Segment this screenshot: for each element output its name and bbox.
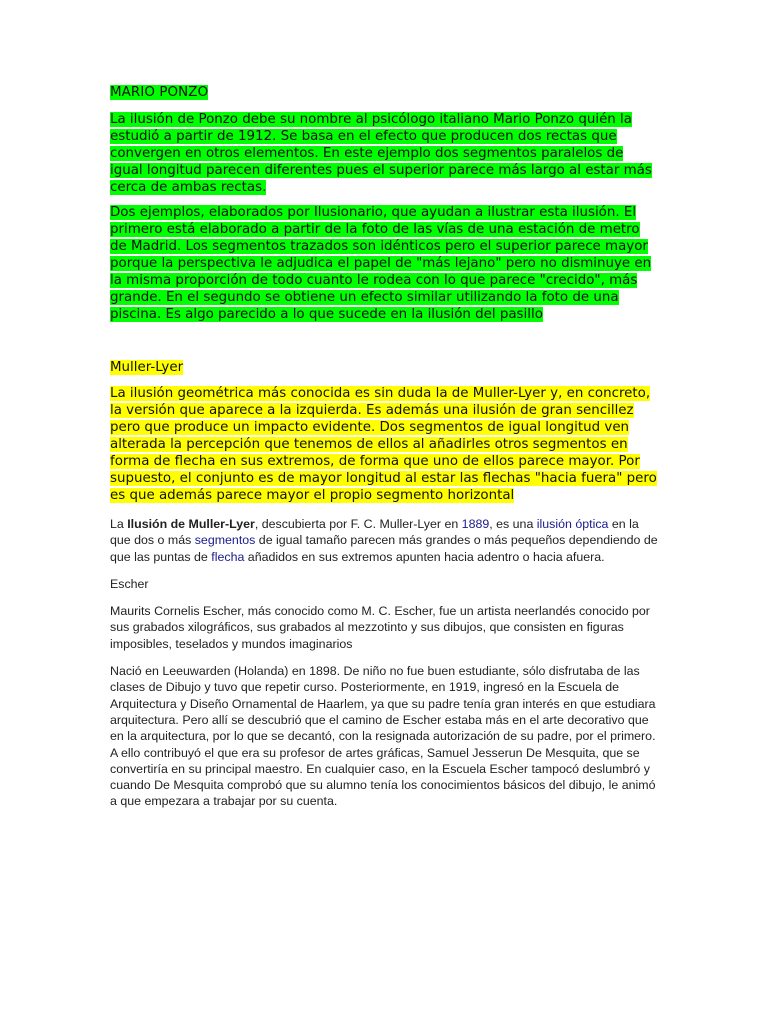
muller-heading bbox=[110, 359, 658, 376]
ponzo-heading-text: MARIO PONZO bbox=[110, 85, 209, 100]
link-flecha[interactable]: flecha bbox=[211, 549, 245, 564]
muller-def-intro: La bbox=[110, 517, 128, 531]
ponzo-paragraph-2 bbox=[110, 204, 658, 323]
muller-def-part1: , descubierta por F. C. Muller-Lyer en bbox=[254, 517, 462, 531]
ponzo-paragraph-1-text: La ilusión de Ponzo debe su nombre al psicólogo italiano Mario Ponzo quién la estudió a partir de 1912. Se basa en el efecto que producen dos rectas que convergen en otros elementos. En este ejemplo dos segmentos paralelos de igual longitud parecen diferentes pues el superior parece más largo al estar más cerca de ambas rectas. bbox=[110, 112, 652, 195]
muller-paragraph bbox=[110, 385, 658, 504]
link-1889[interactable]: 1889 bbox=[461, 517, 490, 531]
ponzo-paragraph-2-text: Dos ejemplos, elaborados por Ilusionario, que ayudan a ilustrar esta ilusión. El primero está elaborado a partir de la foto de las vías de una estación de metro de Madrid. Los segmentos trazados son idénticos pero el superior parece mayor porque la perspectiva le adjudica el papel de "más lejano" pero no disminuye en la misma proporción de todo cuanto le rodea con lo que parece "crecido", más grande. En el segundo se obtiene un efecto similar utilizando la foto de una piscina. Es algo parecido a lo que sucede en la ilusión del pasillo bbox=[110, 205, 652, 322]
muller-def-part5: añadidos en sus extremos apunten hacia adentro o hacia afuera. bbox=[244, 549, 605, 564]
ponzo-heading bbox=[110, 84, 658, 101]
link-segmentos[interactable]: segmentos bbox=[194, 533, 256, 548]
muller-def-part3: en la que dos o más bbox=[110, 517, 639, 548]
escher-heading: Escher bbox=[110, 576, 149, 591]
muller-def-part2: , es una bbox=[489, 517, 537, 531]
muller-definition bbox=[110, 516, 658, 565]
section-spacer bbox=[110, 331, 658, 359]
ponzo-paragraph-1 bbox=[110, 111, 658, 196]
muller-def-bold: Ilusión de Muller-Lyer bbox=[127, 517, 255, 531]
link-ilusion-optica[interactable]: ilusión óptica bbox=[536, 517, 609, 531]
muller-heading-text: Muller-Lyer bbox=[110, 360, 184, 375]
document-page bbox=[110, 84, 658, 821]
muller-paragraph-text: La ilusión geométrica más conocida es sin duda la de Muller-Lyer y, en concreto, la versión que aparece a la izquierda. Es además una ilusión de gran sencillez pero que produce un impacto evidente. Dos segmentos de igual longitud ven alterada la percepción que tenemos de ellos al añadirles otros segmentos en forma de flecha en sus extremos, de forma que uno de ellos parece mayor. Por supuesto, el conjunto es de mayor longitud al estar las flechas "hacia fuera" pero es que además parece mayor el propio segmento horizontal bbox=[110, 386, 657, 503]
escher-paragraph-1: Maurits Cornelis Escher, más conocido como M. C. Escher, fue un artista neerlandés conocido por sus grabados xilográficos, sus grabados al mezzotinto y sus dibujos, que consisten en figuras imposibles, teselados y mundos imaginarios bbox=[110, 604, 650, 651]
muller-def-part4: de igual tamaño parecen más grandes o más pequeños dependiendo de que las puntas de bbox=[110, 533, 658, 564]
escher-paragraph-2: Nació en Leeuwarden (Holanda) en 1898. De niño no fue buen estudiante, sólo disfrutaba de las clases de Dibujo y tuvo que repetir curso. Posteriormente, en 1919, ingresó en la Escuela de Arquitectura y Diseño Ornamental de Haarlem, ya que su padre tenía gran interés en que estudiara arquitectura. Pero allí se descubrió que el camino de Escher estaba más en el arte decorativo que en la arquitectura, por lo que se decantó, con la resignada autorización de su padre, por el primero. A ello contribuyó el que era su profesor de artes gráficas, Samuel Jesserun De Mesquita, que se convertiría en su principal maestro. En cualquier caso, en la Escuela Escher tampocó deslumbró y cuando De Mesquita comprobó que su alumno tenía los conocimientos básicos del dibujo, le animó a que empezara a trabajar por su cuenta. bbox=[110, 664, 656, 809]
